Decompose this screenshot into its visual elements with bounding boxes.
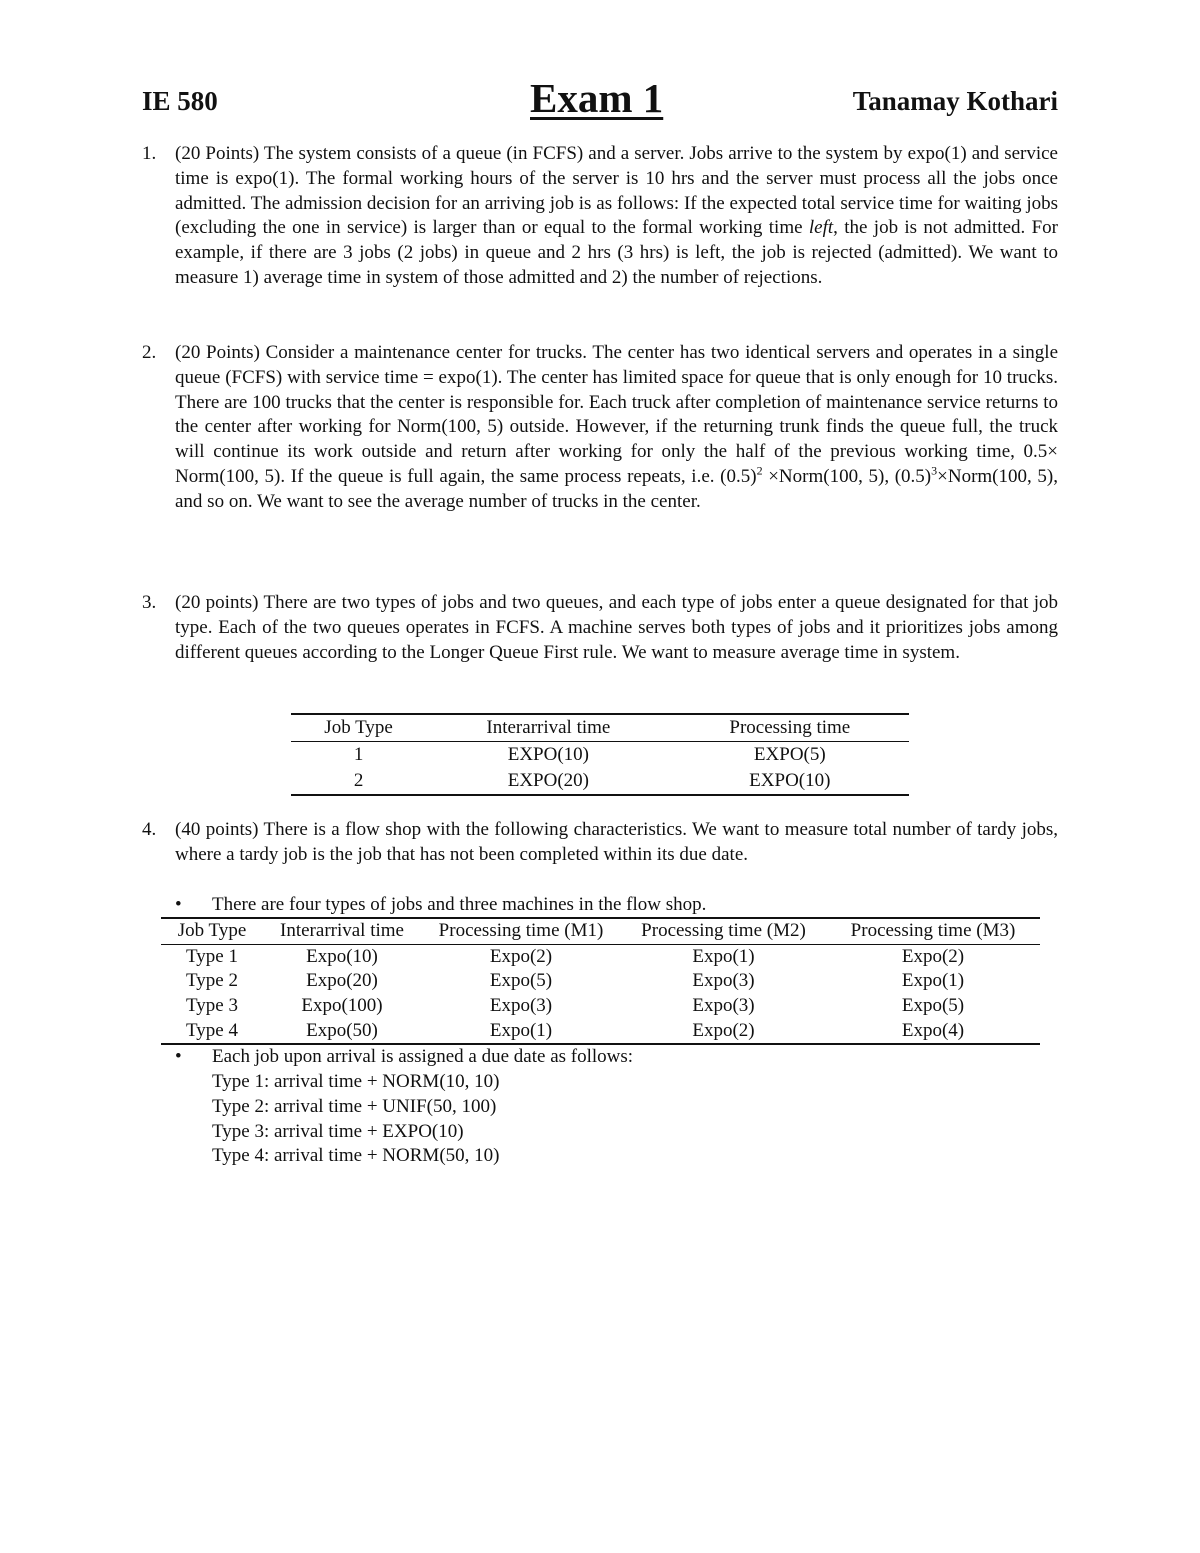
page-header — [142, 74, 1058, 130]
question-text-part: ×Norm(100, 5), (0.5) — [768, 465, 932, 487]
table-row — [161, 944, 1040, 969]
table-cell: Expo(3) — [692, 970, 755, 992]
table-cell: Expo(3) — [692, 995, 755, 1017]
table-header-row — [161, 918, 1040, 944]
table-cell: Expo(4) — [826, 1018, 1040, 1044]
bullet-icon: • — [175, 1046, 182, 1067]
bullet-list — [175, 893, 706, 918]
table-cell: EXPO(10) — [671, 768, 909, 795]
question-text-part: (20 Points) Consider a maintenance center for trucks. The center has two identical servers and operates in a single queue (FCFS) with service time = expo(1). The center has limited space for queue that is only enough for 10 trucks. There are 100 trucks that the center is responsible for. Each truck after completion of maintenance service returns to the center after working for Norm(100, 5) outside. However, if the returning trunk finds the queue full, the truck will continue its work outside and return after working for only the half of the previous working time, 0.5× Norm(100, 5). If the queue is full again, the same process repeats, i.e. (0.5) — [175, 342, 1058, 487]
table-header: Processing time (M1) — [421, 918, 621, 944]
exponent: 2 — [756, 463, 763, 478]
table-row — [161, 994, 1040, 1019]
table-row — [161, 969, 1040, 994]
question-text-part: (40 points) There is a flow shop with the following characteristics. We want to measure total number of tardy jobs, where a tardy job is the job that has not been completed within its due date. — [175, 819, 1058, 865]
question-text-part: (20 Points) The system consists of a queue (in FCFS) and a server. Jobs arrive to the system by expo(1) and service time is expo(1). The formal working hours of the server is 10 hrs and the server must process all the jobs once admitted. The admission decision for an arriving job is as follows: If the expected total service time for waiting jobs (excluding the one in service) is larger than or equal to the formal working time — [175, 143, 1058, 239]
question-text — [175, 818, 1058, 868]
question-text-part: ×Norm(100, 5), and so on. We want to see the average number of trucks in the center. — [175, 465, 1058, 512]
table-cell: Expo(2) — [621, 1018, 826, 1044]
emphasis-word: left — [808, 217, 834, 239]
question-number: 1. — [142, 143, 157, 164]
exponent: 3 — [931, 463, 938, 478]
table-cell: 2 — [291, 768, 426, 795]
table-cell: Type 2 — [186, 970, 238, 992]
list-item — [175, 893, 706, 918]
flow-shop-table — [161, 917, 1040, 1045]
due-date-item: Type 3: arrival time + EXPO(10) — [212, 1120, 464, 1142]
question-text — [175, 591, 1058, 665]
table-cell: Expo(3) — [489, 995, 553, 1017]
course-code: IE 580 — [142, 86, 218, 116]
table-cell: Type 3 — [186, 995, 238, 1017]
list-item — [175, 1045, 633, 1070]
table-cell: Expo(20) — [306, 970, 378, 992]
table-row — [161, 1018, 1040, 1044]
due-date-list — [212, 1070, 499, 1169]
table-cell: Expo(2) — [901, 945, 965, 967]
table-row — [291, 742, 909, 769]
table-row — [291, 768, 909, 795]
question-2 — [142, 341, 1058, 515]
question-number: 2. — [142, 342, 157, 363]
question-number: 4. — [142, 819, 157, 840]
question-text-part: (20 points) There are two types of jobs and two queues, and each type of jobs enter a queue designated for that job type. Each of the two queues operates in FCFS. A machine serves both types of jobs and it prioritizes jobs among different queues according to the Longer Queue First rule. We want to measure average time in system. — [175, 592, 1058, 663]
bullet-text: Each job upon arrival is assigned a due date as follows: — [212, 1046, 634, 1067]
question-text-part: , the job is not admitted. For example, if there are 3 jobs (2 jobs) in queue and 2 hrs (3 hrs) is left, the job is rejected (admitted). We want to measure 1) average time in system of those admitted and 2) the number of rejections. — [175, 217, 1058, 288]
due-date-item: Type 1: arrival time + NORM(10, 10) — [212, 1071, 500, 1092]
due-date-item: Type 2: arrival time + UNIF(50, 100) — [212, 1095, 497, 1117]
question-4 — [142, 818, 1058, 868]
table-cell: Expo(1) — [421, 1018, 621, 1044]
table-cell: EXPO(20) — [426, 768, 671, 795]
table-cell: Type 1 — [186, 945, 238, 967]
table-cell: Expo(2) — [489, 945, 553, 967]
question-text — [175, 142, 1058, 291]
table-cell: Type 4 — [161, 1018, 263, 1044]
table-header: Job Type — [161, 918, 263, 944]
job-types-table — [291, 713, 909, 796]
table-header: Interarrival time — [263, 918, 421, 944]
table-cell: Expo(50) — [263, 1018, 421, 1044]
table-cell: 1 — [353, 744, 364, 765]
table-cell: Expo(5) — [489, 970, 553, 992]
table-header: Processing time (M2) — [621, 918, 826, 944]
due-date-item: Type 4: arrival time + NORM(50, 10) — [212, 1145, 500, 1167]
table-cell: Expo(5) — [901, 995, 965, 1017]
table-cell: Expo(1) — [901, 970, 965, 992]
question-3 — [142, 591, 1058, 665]
table-cell: Expo(100) — [301, 995, 383, 1017]
table-header-row — [291, 714, 909, 742]
table-cell: EXPO(5) — [753, 744, 826, 765]
table-header: Interarrival time — [426, 714, 671, 742]
student-name: Tanamay Kothari — [852, 86, 1058, 116]
table-header: Processing time — [671, 714, 909, 742]
table-cell: Expo(1) — [692, 945, 755, 967]
table-header: Job Type — [291, 714, 426, 742]
exam-title: Exam 1 — [530, 75, 664, 121]
bullet-icon: • — [175, 894, 182, 915]
bullet-text: There are four types of jobs and three machines in the flow shop. — [212, 894, 707, 915]
question-1 — [142, 142, 1058, 291]
bullet-list — [175, 1045, 633, 1070]
table-cell: Expo(10) — [306, 945, 378, 967]
table-header: Processing time (M3) — [826, 918, 1040, 944]
question-text — [175, 341, 1058, 515]
table-cell: EXPO(10) — [507, 744, 590, 765]
question-number: 3. — [142, 592, 157, 613]
